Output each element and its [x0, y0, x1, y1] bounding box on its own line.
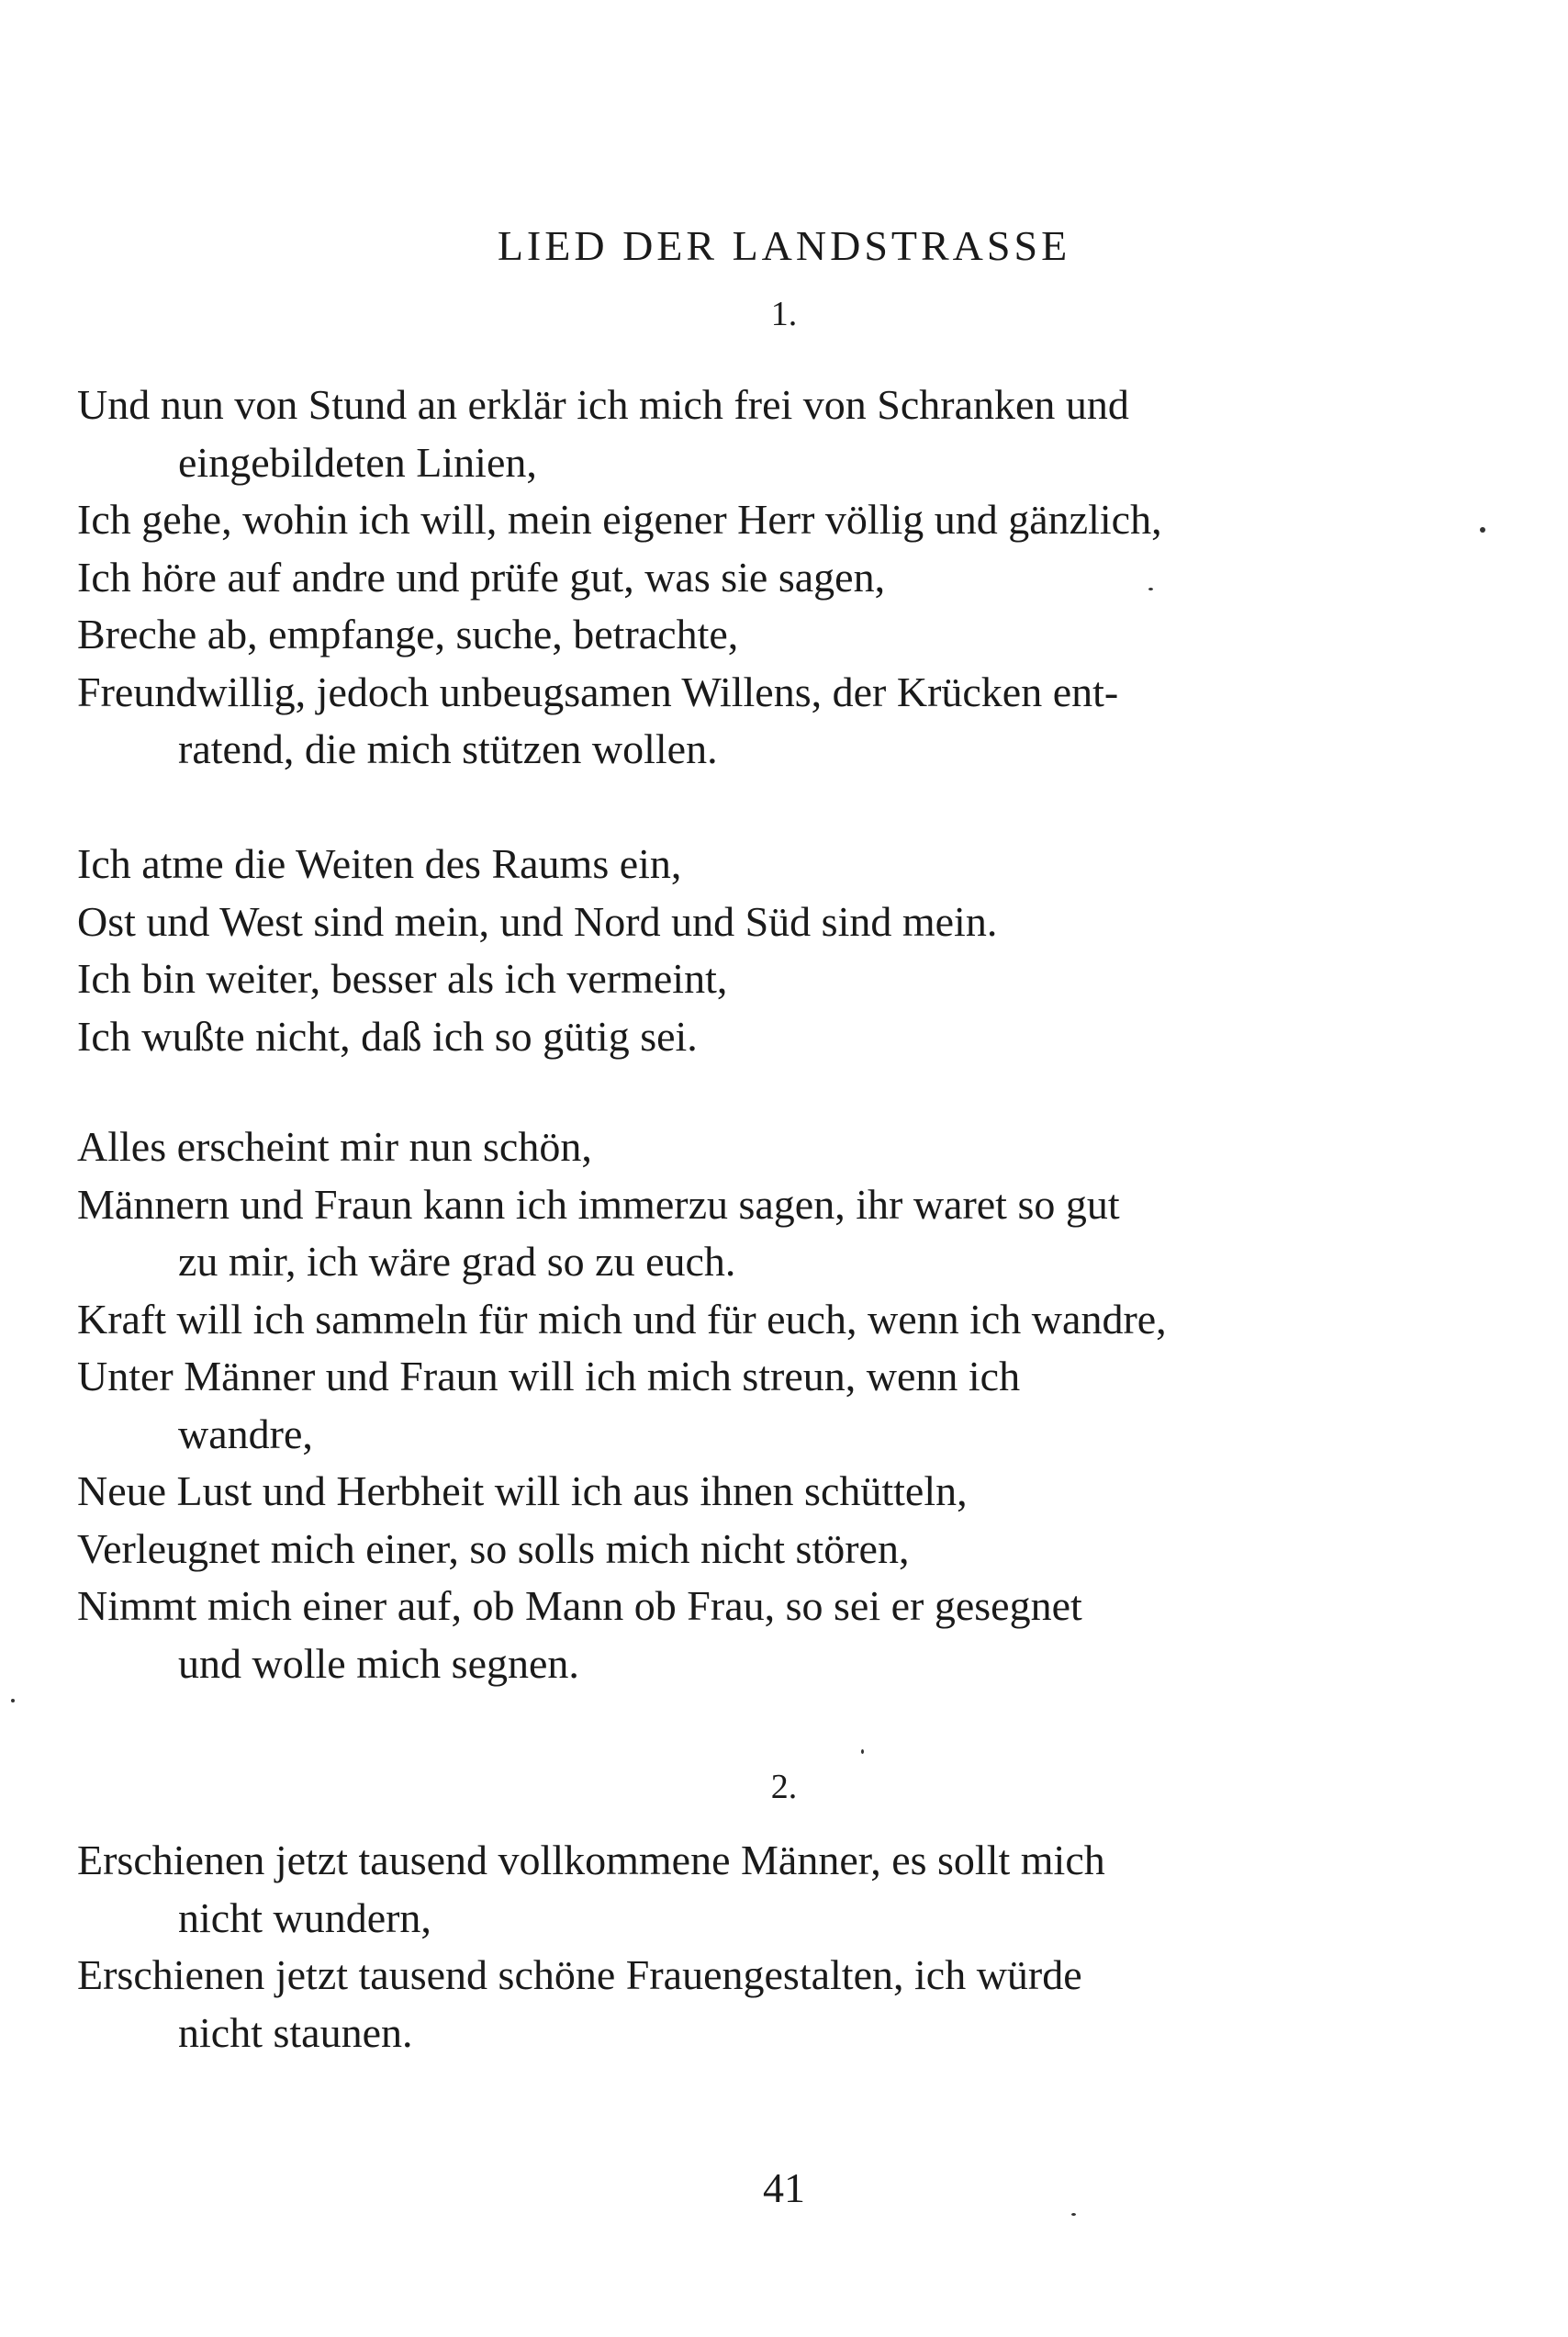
verse-line: Männern und Fraun kann ich immerzu sagen, ihr waret so gut — [77, 1180, 1120, 1228]
verse-line: Verleugnet mich einer, so solls mich nicht stören, — [77, 1524, 910, 1572]
verse-line-continuation: nicht wundern, — [178, 1893, 431, 1941]
verse-line-continuation: eingebildeten Linien, — [178, 438, 537, 486]
verse-line-continuation: ratend, die mich stützen wollen. — [178, 725, 718, 772]
poem-title: LIED DER LANDSTRASSE — [497, 222, 1071, 269]
verse-line: Erschienen jetzt tausend vollkommene Männer, es sollt mich — [77, 1837, 1105, 1883]
page-number: 41 — [763, 2164, 805, 2211]
verse-line: Ich wußte nicht, daß ich so gütig sei. — [77, 1012, 698, 1060]
verse-line: Und nun von Stund an erklär ich mich frei von Schranken und — [77, 381, 1129, 428]
verse-line: Erschienen jetzt tausend schöne Frauengestalten, ich würde — [77, 1951, 1082, 1998]
verse-line: Breche ab, empfange, suche, betrachte, — [77, 611, 739, 657]
verse-line: Ich bin weiter, besser als ich vermeint, — [77, 955, 728, 1002]
scan-speck — [1148, 588, 1153, 590]
verse-line: Ost und West sind mein, und Nord und Süd sind mein. — [77, 897, 998, 945]
verse-line-continuation: und wolle mich segnen. — [178, 1639, 579, 1687]
verse-line: Ich gehe, wohin ich will, mein eigener Herr völlig und gänzlich, — [77, 496, 1162, 543]
stanza-4 — [77, 1832, 1362, 2062]
scan-speck — [11, 1699, 15, 1702]
verse-line-continuation: zu mir, ich wäre grad so zu euch. — [178, 1238, 736, 1285]
scan-speck — [1071, 2213, 1076, 2216]
scan-speck — [1480, 527, 1485, 533]
verse-line: Alles erscheint mir nun schön, — [77, 1123, 592, 1170]
verse-line: Ich atme die Weiten des Raums ein, — [77, 840, 682, 887]
verse-line: Ich höre auf andre und prüfe gut, was sie sagen, — [77, 553, 886, 601]
verse-line: Neue Lust und Herbheit will ich aus ihnen schütteln, — [77, 1467, 968, 1514]
verse-line-continuation: wandre, — [178, 1410, 313, 1457]
verse-line-continuation: nicht staunen. — [178, 2008, 413, 2056]
stanza-1 — [77, 376, 1362, 779]
verse-line: Nimmt mich einer auf, ob Mann ob Frau, so sei er gesegnet — [77, 1582, 1082, 1629]
section-number-2: 2. — [770, 1768, 798, 1806]
stanza-3 — [77, 1118, 1362, 1692]
verse-line: Freundwillig, jedoch unbeugsamen Willens, der Krücken ent- — [77, 668, 1119, 715]
verse-line: Unter Männer und Fraun will ich mich streun, wenn ich — [77, 1353, 1021, 1399]
stanza-2 — [77, 836, 1362, 1065]
verse-line: Kraft will ich sammeln für mich und für euch, wenn ich wandre, — [77, 1295, 1167, 1343]
scan-speck — [861, 1749, 864, 1754]
section-number-1: 1. — [770, 295, 798, 333]
